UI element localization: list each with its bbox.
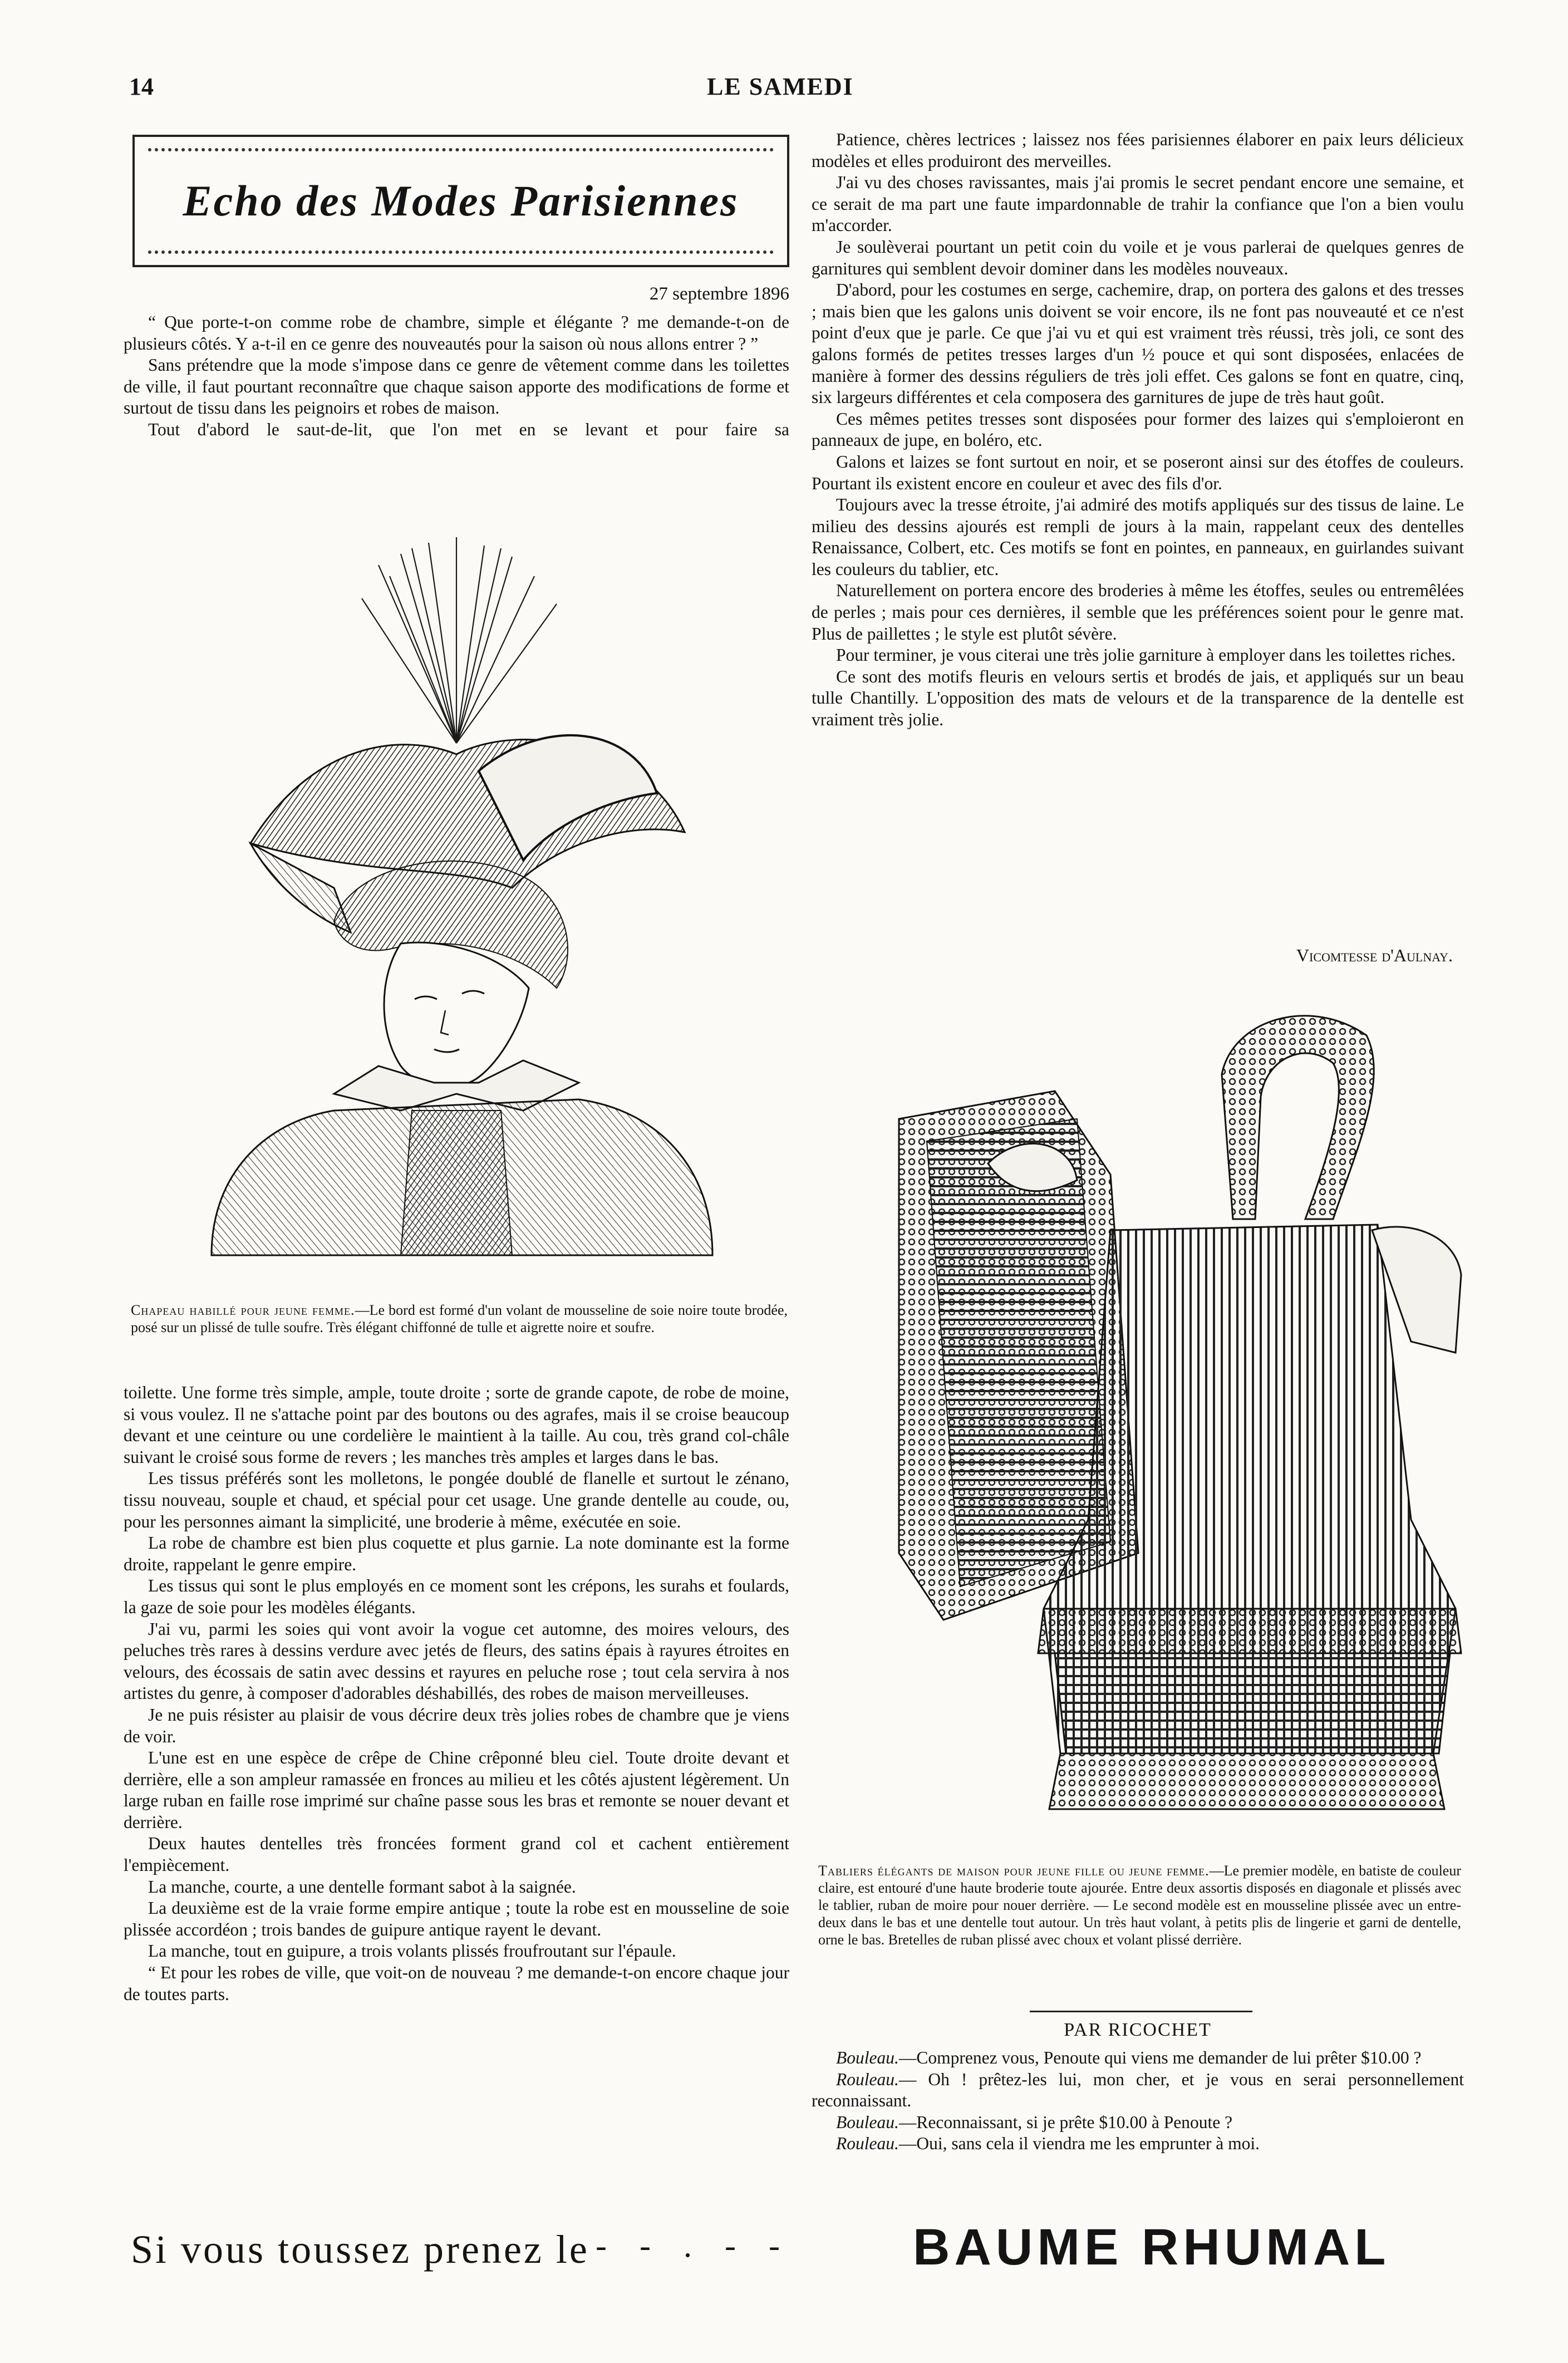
left-top-text: [124, 312, 789, 441]
left-bottom-text: [124, 1382, 789, 2005]
signature: Vicomtesse d'Aulnay.: [1296, 945, 1453, 965]
ricochet-heading: PAR RICOCHET: [1064, 2020, 1212, 2040]
paragraph: Les tissus préférés sont les molletons, le pongée doublé de flanelle et surtout le zénano, tissu nouveau, souple et chaud, et spécial pour cet usage. Une grande dentelle au coude, ou, pour les personnes aimant la simplicité, une broderie à même, exécutée en soie.: [124, 1468, 789, 1531]
paragraph: Je soulèverai pourtant un petit coin du voile et je vous parlerai de quelques genres de garnitures qui semblent devoir dominer dans les modèles nouveaux.: [812, 237, 1464, 278]
paragraph: Naturellement on portera encore des broderies à même les étoffes, seules ou entremêlées de perles ; mais pour ces dernières, il semble que les préférences soient pour le genre mat. Plus de paillettes ; le style est plutôt sévère.: [812, 581, 1464, 643]
dialogue-line: [812, 2133, 1464, 2155]
aprons-caption-text: —Le premier modèle, en batiste de couleur claire, est entouré d'une haute broderie toute ajourée. Entre deux assortis disposés en diagonale et plissés avec le tablier, ruban de moire pour nouer derrière. — Le second modèle est en mousseline plissée avec un entre-deux dans le bas et une dentelle tout autour. Un très haut volant, à petits plis de lingerie et garni de dentelle, orne le bas. Bretelles de ruban plissé avec choux et volant plissé derrière.: [818, 1863, 1461, 1948]
speaker: Rouleau.: [836, 2069, 899, 2089]
paragraph: La manche, courte, a une dentelle formant sabot à la saignée.: [148, 1876, 576, 1897]
column-title: Echo des Modes Parisiennes: [183, 176, 739, 225]
aprons-illustration: [877, 996, 1483, 1843]
paragraph: “ Et pour les robes de ville, que voit-on de nouveau ? me demande-t-on encore chaque jour de toutes parts.: [124, 1963, 789, 2004]
ricochet-dialogue: [812, 2047, 1464, 2155]
paragraph: L'une est en une espèce de crêpe de Chine crêponné bleu ciel. Toute droite devant et derrière, elle a son ampleur ramassée en fronces au milieu et les côtés ajustent légèrement. Un large ruban en faille rose imprimé sur chaîne passe sous les bras et remonte se nouer devant et derrière.: [124, 1748, 789, 1832]
advert-brand: BAUME RHUMAL: [913, 2219, 1390, 2276]
journal-title: LE SAMEDI: [707, 73, 854, 100]
paragraph: La robe de chambre est bien plus coquette et plus garnie. La note dominante est la forme droite, rappelant le genre empire.: [124, 1533, 789, 1574]
column-title-box: [132, 135, 789, 267]
aprons-caption: [818, 1862, 1461, 1948]
paragraph: Tout d'abord le saut-de-lit, que l'on met en se levant et pour faire sa: [148, 419, 789, 439]
paragraph: Patience, chères lectrices ; laissez nos fées parisiennes élaborer en paix leurs délicieux modèles et elles produiront des merveilles.: [812, 130, 1464, 171]
paragraph: Je ne puis résister au plaisir de vous décrire deux très jolies robes de chambre que je viens de voir.: [124, 1704, 789, 1746]
paragraph: J'ai vu, parmi les soies qui vont avoir la vogue cet automne, des moires velours, des peluches très rares à dessins verdure avec jetés de fleurs, des satins épais à rayures étroites en velours, des écossais de satin avec dessins et rayures en peluche rose ; tout cela servira à nos artistes du genre, à composer d'adorables déshabillés, des robes de maison merveilleuses.: [124, 1619, 789, 1703]
line-text: —Oui, sans cela il viendra me les emprunter à moi.: [898, 2134, 1260, 2154]
advert-dots: - - . - -: [596, 2227, 792, 2264]
dialogue-line: [812, 2047, 1464, 2069]
line-text: — Oh ! prêtez-les lui, mon cher, et je vous en serai personnellement reconnaissant.: [812, 2069, 1464, 2111]
paragraph: “ Que porte-t-on comme robe de chambre, simple et élégante ? me demande-t-on de plusieurs côtés. Y a-t-il en ce genre des nouveautés pour la saison où nous allons entrer ? ”: [124, 312, 789, 353]
speaker: Bouleau.: [836, 2112, 899, 2132]
right-top-text: [812, 129, 1464, 731]
paragraph: Deux hautes dentelles très froncées forment grand col et cachent entièrement l'empiècement.: [124, 1834, 789, 1875]
dialogue-line: [812, 2069, 1464, 2112]
paragraph: Ces mêmes petites tresses sont disposées pour former des laizes qui s'emploieront en panneaux de jupe, en boléro, etc.: [812, 409, 1464, 450]
hat-engraving: [167, 532, 746, 1283]
aprons-caption-title: Tabliers élégants de maison pour jeune fille ou jeune femme.: [818, 1863, 1210, 1879]
hat-caption-title: Chapeau habillé pour jeune femme.: [131, 1302, 355, 1318]
paragraph: La manche, tout en guipure, a trois volants plissés froufroutant sur l'épaule.: [148, 1941, 676, 1961]
line-text: —Comprenez vous, Penoute qui viens me demander de lui prêter $10.00 ?: [898, 2048, 1422, 2067]
paragraph: Toujours avec la tresse étroite, j'ai admiré des motifs appliqués sur des tissus de laine. Le milieu des dessins ajourés est rempli de jours à la main, rappelant ceux des dentelles Renaissance, Colbert, etc. Ces motifs se font en pointes, en panneaux, en guirlandes suivant les couleurs du tablier, etc.: [812, 495, 1464, 579]
paragraph: La deuxième est de la vraie forme empire antique ; toute la robe est en mousseline de soie plissée accordéon ; trois bandes de guipure antique rayent le devant.: [124, 1898, 789, 1939]
ricochet-rule: [1030, 2011, 1252, 2012]
advert-left-text: Si vous toussez prenez le: [131, 2227, 589, 2272]
dialogue-line: [812, 2112, 1464, 2134]
paragraph: Galons et laizes se font surtout en noir, et se poseront ainsi sur des étoffes de couleurs. Pourtant ils existent encore en couleur et avec des fils d'or.: [812, 451, 1464, 493]
hat-caption-text: —Le bord est formé d'un volant de mousseline de soie noire toute brodée, posé sur un plissé de tulle soufre. Très élégant chiffonné de tulle et aigrette noire et soufre.: [131, 1302, 788, 1335]
paragraph: toilette. Une forme très simple, ample, toute droite ; sorte de grande capote, de robe de moine, si vous voulez. Il ne s'attache point par des boutons ou des agrafes, mais il se croise beaucoup devant et une ceinture ou une cordelière le maintient à la taille. Au cou, très grand col-châle suivant le croisé sous forme de revers ; les manches très amples et larges dans le bas.: [124, 1383, 789, 1467]
aprons-engraving: [877, 996, 1483, 1843]
paragraph: Ce sont des motifs fleuris en velours sertis et brodés de jais, et appliqués sur un beau tulle Chantilly. L'opposition des mats de velours et de la transparence de la dentelle est vraiment très jolie.: [812, 666, 1464, 730]
paragraph: Sans prétendre que la mode s'impose dans ce genre de vêtement comme dans les toilettes de ville, il faut pourtant reconnaître que chaque saison apporte des modifications de forme et surtout de tissu dans les peignoirs et robes de maison.: [124, 355, 789, 418]
speaker: Bouleau.: [836, 2048, 899, 2067]
date-line: 27 septembre 1896: [649, 284, 789, 304]
paragraph: D'abord, pour les costumes en serge, cachemire, drap, on portera des galons et des tresses ; mais bien que les galons unis doivent se voir encore, ils ne font pas nouveauté et ce n'est point d'eux que je parle. Ce que j'ai vu et qui est vraiment très réussi, très joli, ce sont des galons formés de petites tresses larges d'un ½ pouce et qui sont disposées, enlacées de manière à former des dessins réguliers de très joli effet. Ces galons se font en quatre, cinq, six largeurs différentes et cela composera des garnitures de jupe de très haut goût.: [812, 280, 1464, 407]
hat-illustration: [167, 532, 746, 1283]
page-number: 14: [129, 73, 154, 100]
hat-caption: [131, 1301, 788, 1336]
paragraph: J'ai vu des choses ravissantes, mais j'ai promis le secret pendant encore une semaine, et ce serait de ma part une faute impardonnable de trahir la confiance que l'on a bien voulu m'accorder.: [812, 173, 1464, 235]
paragraph: Pour terminer, je vous citerai une très jolie garniture à employer dans les toilettes riches.: [836, 645, 1456, 665]
speaker: Rouleau.: [836, 2134, 899, 2154]
line-text: —Reconnaissant, si je prête $10.00 à Penoute ?: [898, 2112, 1233, 2132]
paragraph: Les tissus qui sont le plus employés en ce moment sont les crépons, les surahs et foulards, la gaze de soie pour les modèles élégants.: [124, 1576, 789, 1617]
